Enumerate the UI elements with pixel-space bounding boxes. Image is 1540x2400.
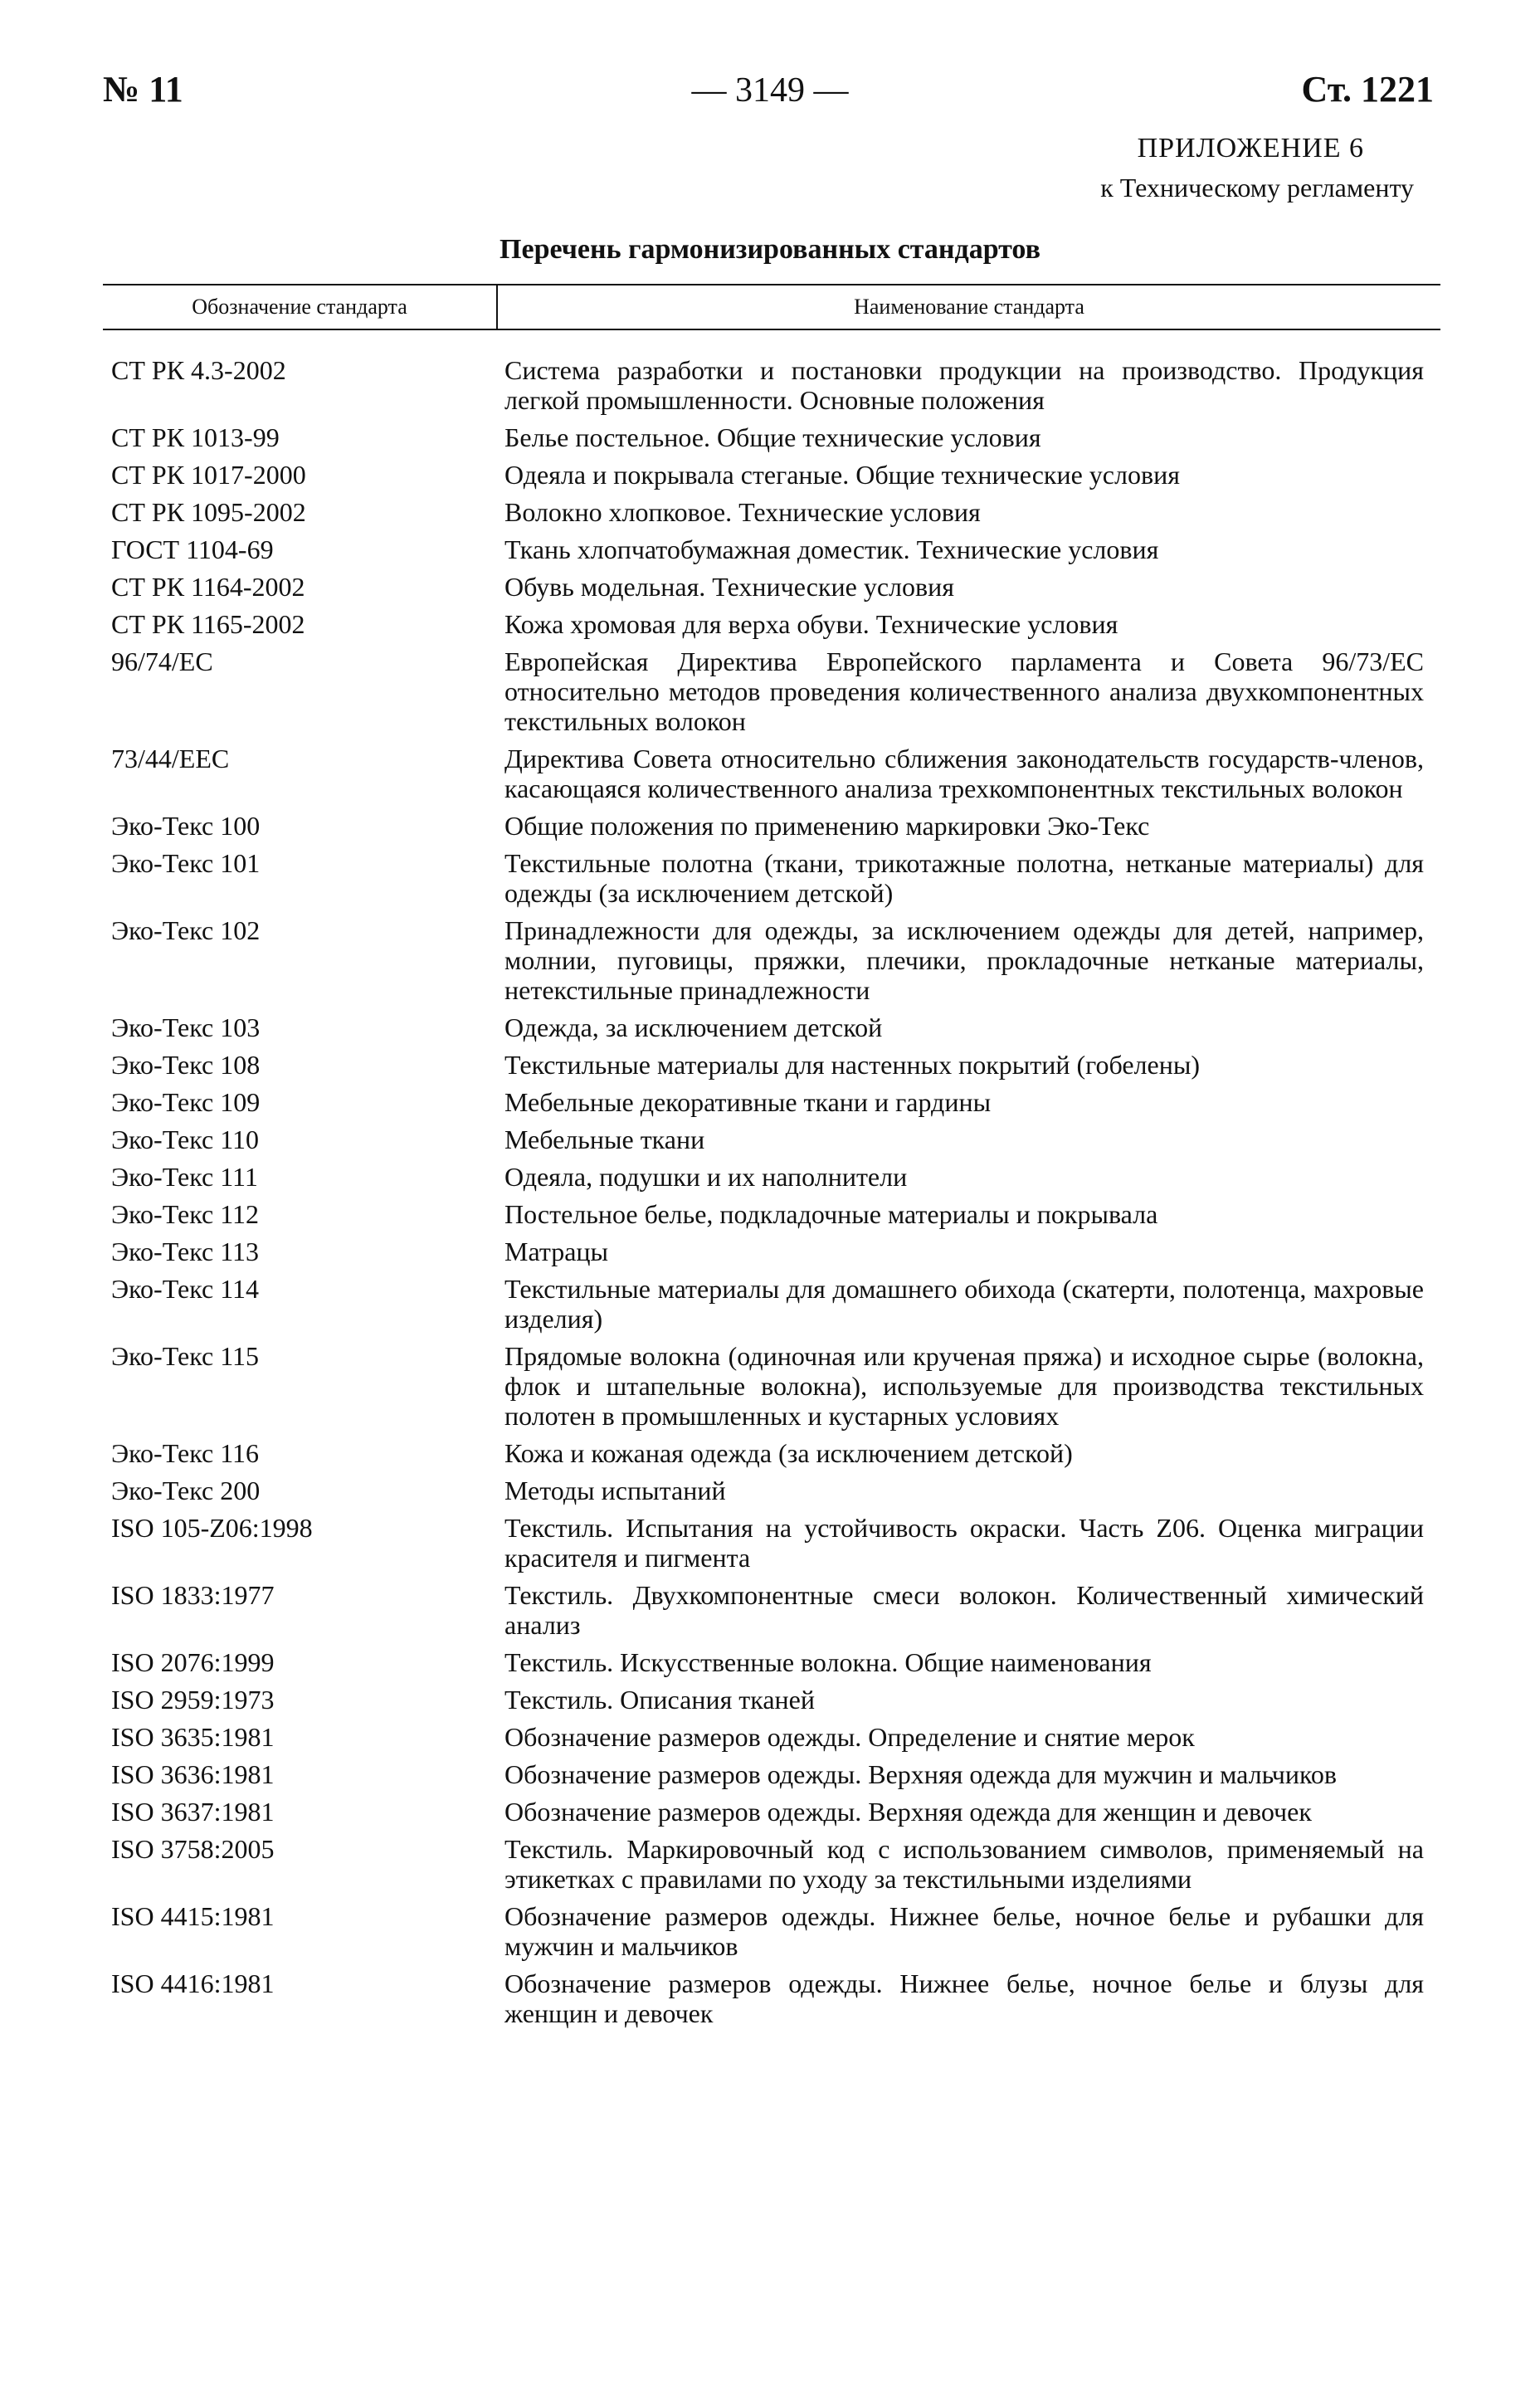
- standard-name: Обозначение размеров одежды. Определение и снятие мерок: [504, 1722, 1195, 1752]
- issue-number: № 11: [103, 69, 183, 110]
- table-row: [103, 1274, 1440, 1334]
- standard-name: Прядомые волокна (одиночная или крученая пряжа) и исходное сырье (волокна, флок и штапельные волокна), используемые для производства текстильных полотен в промышленных и кустарных условиях: [504, 1341, 1424, 1431]
- table-row: [103, 744, 1440, 803]
- standard-name: Матрацы: [504, 1237, 609, 1266]
- table-row: [103, 1237, 1440, 1266]
- standards-table: [103, 284, 1440, 2036]
- standard-name: Текстиль. Искусственные волокна. Общие наименования: [504, 1647, 1152, 1677]
- standard-name: Общие положения по применению маркировки Эко-Текс: [504, 811, 1150, 841]
- page-number: — 3149 —: [691, 71, 849, 110]
- standard-name: Текстильные полотна (ткани, трикотажные полотна, нетканые материалы) для одежды (за исключением детской): [504, 848, 1424, 908]
- standard-code: ISO 3637:1981: [111, 1797, 275, 1827]
- standard-code: СТ РК 1164-2002: [111, 572, 305, 602]
- table-row: [103, 1647, 1440, 1677]
- standard-code: Эко-Текс 113: [111, 1237, 259, 1266]
- standard-code: ISO 105-Z06:1998: [111, 1513, 313, 1543]
- standard-name: Текстиль. Маркировочный код с использованием символов, применяемый на этикетках с правилами по уходу за текстильными изделиями: [504, 1834, 1424, 1894]
- table-row: [103, 1012, 1440, 1042]
- standard-name: Одежда, за исключением детской: [504, 1012, 883, 1042]
- standard-name: Текстиль. Испытания на устойчивость окраски. Часть Z06. Оценка миграции красителя и пигмента: [504, 1513, 1424, 1573]
- standard-name: Текстиль. Описания тканей: [504, 1685, 815, 1715]
- standard-code: СТ РК 1095-2002: [111, 497, 306, 527]
- table-row: [103, 1797, 1440, 1827]
- table-row: [103, 811, 1440, 841]
- standard-code: Эко-Текс 100: [111, 811, 261, 841]
- standard-name: Кожа хромовая для верха обуви. Технические условия: [504, 609, 1118, 639]
- standard-code: ISO 3758:2005: [111, 1834, 275, 1864]
- table-row: [103, 1513, 1440, 1573]
- standard-name: Обозначение размеров одежды. Верхняя одежда для мужчин и мальчиков: [504, 1759, 1337, 1789]
- table-row: [103, 572, 1440, 602]
- standard-code: ISO 2076:1999: [111, 1647, 275, 1677]
- table-row: [103, 1162, 1440, 1192]
- document-title: Перечень гармонизированных стандартов: [500, 234, 1040, 265]
- standard-name: Постельное белье, подкладочные материалы и покрывала: [504, 1199, 1158, 1229]
- standard-name: Ткань хлопчатобумажная доместик. Технические условия: [504, 534, 1159, 564]
- table-row: [103, 646, 1440, 736]
- standard-name: Волокно хлопковое. Технические условия: [504, 497, 981, 527]
- standard-name: Обозначение размеров одежды. Верхняя одежда для женщин и девочек: [504, 1797, 1312, 1827]
- standard-code: Эко-Текс 102: [111, 915, 261, 945]
- standard-code: Эко-Текс 115: [111, 1341, 259, 1371]
- appendix-title: ПРИЛОЖЕНИЕ 6: [1137, 133, 1364, 163]
- table-row: [103, 1722, 1440, 1752]
- standard-name: Система разработки и постановки продукции на производство. Продукция легкой промышленности. Основные положения: [504, 355, 1424, 415]
- table-row: [103, 1124, 1440, 1154]
- table-row: [103, 848, 1440, 908]
- standard-name: Принадлежности для одежды, за исключением одежды для детей, например, молнии, пуговицы, пряжки, плечики, прокладочные нетканые материалы, нетекстильные принадлежности: [504, 915, 1424, 1005]
- table-body: [103, 355, 1440, 2028]
- standard-name: Директива Совета относительно сближения законодательств государств-членов, касающаяся количественного анализа трехкомпонентных текстильных волокон: [504, 744, 1424, 803]
- table-row: [103, 1341, 1440, 1431]
- standard-code: ISO 4415:1981: [111, 1901, 275, 1931]
- table-row: [103, 355, 1440, 415]
- standard-code: Эко-Текс 109: [111, 1087, 261, 1117]
- standard-code: Эко-Текс 103: [111, 1012, 261, 1042]
- standard-name: Мебельные ткани: [504, 1124, 705, 1154]
- column-header-code: Обозначение стандарта: [103, 285, 498, 329]
- table-row: [103, 1759, 1440, 1789]
- standard-name: Методы испытаний: [504, 1476, 726, 1505]
- standard-code: Эко-Текс 111: [111, 1162, 258, 1192]
- standard-code: ISO 3635:1981: [111, 1722, 275, 1752]
- standard-name: Мебельные декоративные ткани и гардины: [504, 1087, 992, 1117]
- table-row: [103, 1580, 1440, 1640]
- standard-name: Белье постельное. Общие технические условия: [504, 422, 1041, 452]
- standard-name: Обувь модельная. Технические условия: [504, 572, 954, 602]
- standard-code: ISO 3636:1981: [111, 1759, 275, 1789]
- standard-name: Кожа и кожаная одежда (за исключением детской): [504, 1438, 1073, 1468]
- table-row: [103, 422, 1440, 452]
- table-row: [103, 1087, 1440, 1117]
- column-header-name: Наименование стандарта: [854, 295, 1084, 319]
- standard-code: Эко-Текс 108: [111, 1050, 261, 1080]
- table-row: [103, 1901, 1440, 1961]
- standard-code: ISO 2959:1973: [111, 1685, 275, 1715]
- standard-code: СТ РК 1165-2002: [111, 609, 305, 639]
- table-row: [103, 534, 1440, 564]
- standard-name: Текстиль. Двухкомпонентные смеси волокон. Количественный химический анализ: [504, 1580, 1424, 1640]
- table-row: [103, 1685, 1440, 1715]
- table-row: [103, 915, 1440, 1005]
- table-row: [103, 1834, 1440, 1894]
- standard-name: Текстильные материалы для настенных покрытий (гобелены): [504, 1050, 1200, 1080]
- standard-code: 73/44/ЕЕС: [111, 744, 230, 773]
- table-row: [103, 1438, 1440, 1468]
- standard-code: Эко-Текс 101: [111, 848, 261, 878]
- table-row: [103, 497, 1440, 527]
- table-row: [103, 460, 1440, 490]
- standard-name: Одеяла, подушки и их наполнители: [504, 1162, 908, 1192]
- table-header: [103, 284, 1440, 330]
- table-row: [103, 609, 1440, 639]
- standard-code: Эко-Текс 200: [111, 1476, 261, 1505]
- standard-code: ISO 1833:1977: [111, 1580, 275, 1610]
- standard-code: 96/74/ЕС: [111, 646, 213, 676]
- standard-name: Европейская Директива Европейского парламента и Совета 96/73/ЕС относительно методов проведения количественного анализа двухкомпонентных текстильных волокон: [504, 646, 1424, 736]
- standard-name: Обозначение размеров одежды. Нижнее белье, ночное белье и блузы для женщин и девочек: [504, 1968, 1424, 2028]
- standard-code: Эко-Текс 112: [111, 1199, 259, 1229]
- table-row: [103, 1476, 1440, 1505]
- standard-code: Эко-Текс 114: [111, 1274, 259, 1304]
- standard-name: Одеяла и покрывала стеганые. Общие технические условия: [504, 460, 1180, 490]
- standard-code: ГОСТ 1104-69: [111, 534, 274, 564]
- standard-code: СТ РК 4.3-2002: [111, 355, 286, 385]
- standard-name: Обозначение размеров одежды. Нижнее белье, ночное белье и рубашки для мужчин и мальчиков: [504, 1901, 1424, 1961]
- standard-code: Эко-Текс 116: [111, 1438, 259, 1468]
- article-number: Ст. 1221: [1301, 69, 1434, 110]
- table-row: [103, 1050, 1440, 1080]
- appendix-subtitle: к Техническому регламенту: [1100, 173, 1414, 202]
- standard-code: ISO 4416:1981: [111, 1968, 275, 1998]
- standard-code: Эко-Текс 110: [111, 1124, 259, 1154]
- table-row: [103, 1968, 1440, 2028]
- standard-code: СТ РК 1017-2000: [111, 460, 306, 490]
- standard-code: СТ РК 1013-99: [111, 422, 280, 452]
- standard-name: Текстильные материалы для домашнего обихода (скатерти, полотенца, махровые изделия): [504, 1274, 1424, 1334]
- table-row: [103, 1199, 1440, 1229]
